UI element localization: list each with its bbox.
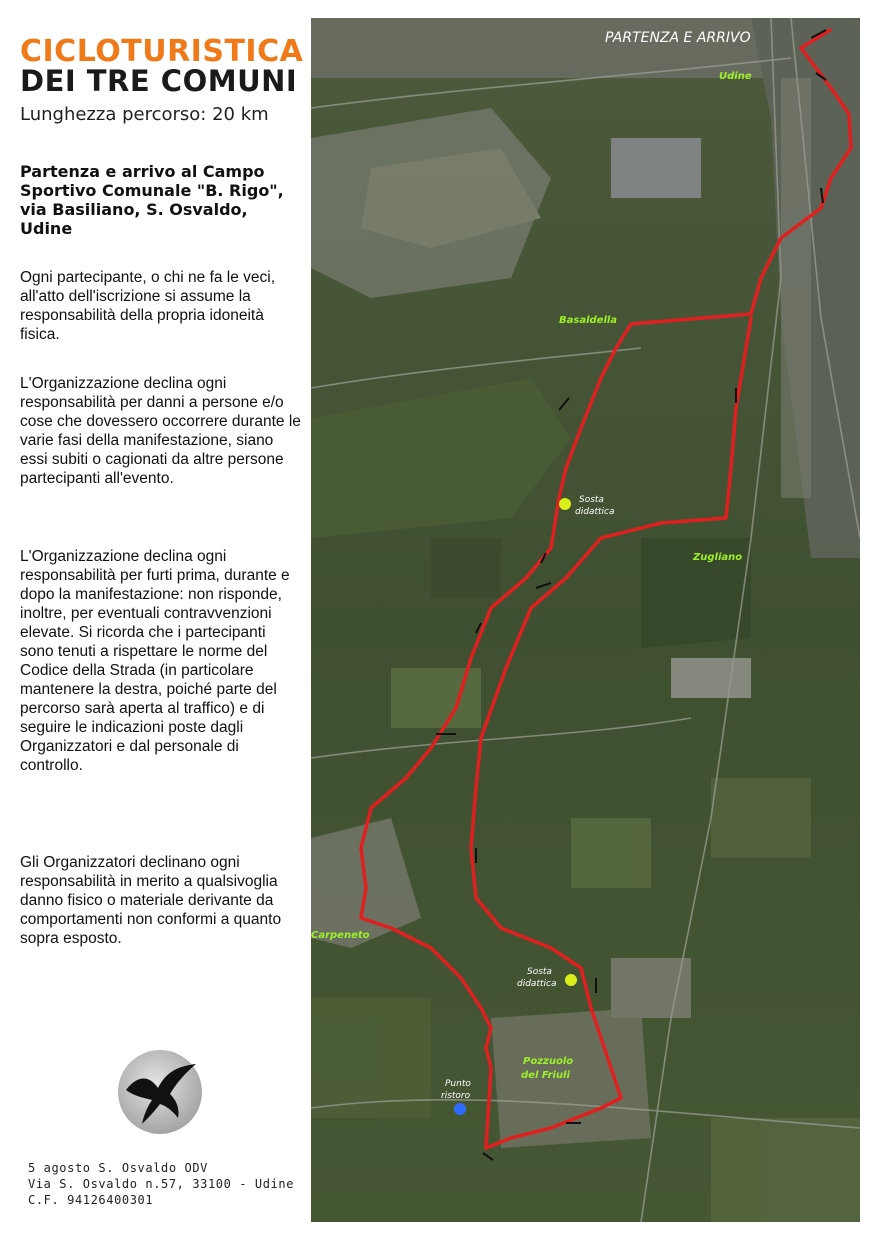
refreshment-label-line-2: ristoro [441,1091,471,1101]
start-info: Partenza e arrivo al Campo Sportivo Comunale "B. Rigo", via Basiliano, S. Osvaldo, Udine [20,162,284,238]
refreshment-marker-icon [454,1103,466,1115]
route-map [311,18,860,1222]
place-pozzuolo-friuli: del Friuli [521,1070,570,1081]
place-carpeneto: Carpeneto [311,930,370,941]
place-udine: Udine [719,71,752,82]
stop-1-label-line-2: didattica [575,507,615,517]
route-length: Lunghezza percorso: 20 km [20,104,269,125]
footer-address: Via S. Osvaldo n.57, 33100 - Udine [28,1177,295,1191]
stop-marker-icon [559,498,571,510]
title-line-1: CICLOTURISTICA [20,34,304,69]
paragraph-fitness: Ogni partecipante, o chi ne fa le veci, all'atto dell'iscrizione si assume la responsabilità della propria idoneità fisica. [20,269,276,343]
footer-tax-code: C.F. 94126400301 [28,1193,154,1207]
paragraph-damages: L'Organizzazione declina ogni responsabilità per danni a persone e/o cose che dovessero occorrere durante le varie fasi della manifestazione, siano essi subiti o cagionati da altre persone partecipanti all'evento. [20,375,301,487]
stop-1-label-line-1: Sosta [579,495,604,505]
stop-2-label-line-2: didattica [517,979,557,989]
place-zugliano: Zugliano [693,552,743,563]
satellite-map [311,18,860,1222]
paragraph-disclaimer: Gli Organizzatori declinano ogni responsabilità in merito a qualsivoglia danno fisico o materiale derivante da comportamenti non conformi a quanto sopra esposto. [20,854,282,947]
stop-2-label-line-1: Sosta [527,967,552,977]
footer [28,1160,294,1208]
paragraph-theft: L'Organizzazione declina ogni responsabilità per furti prima, durante e dopo la manifestazione: non risponde, inoltre, per eventuali contravvenzioni elevate. Si ricorda che i partecipanti sono tenuti a rispettare le norme del Codice della Strada (in particolare mantenere la destra, poiché parte del percorso sarà aperta al traffico) e di seguire le indicazioni poste dagli Organizzatori e dal personale di controllo. [20,548,290,774]
eagle-icon [118,1050,202,1134]
eagle-logo [118,1050,202,1134]
place-basaldella: Basaldella [559,315,618,326]
title-line-2: DEI TRE COMUNI [20,64,298,98]
place-pozzuolo: Pozzuolo [523,1056,574,1067]
refreshment-label-line-1: Punto [445,1079,471,1089]
footer-organizer: 5 agosto S. Osvaldo ODV [28,1161,208,1175]
info-panel [0,0,310,1240]
stop-marker-icon [565,974,577,986]
start-finish-label: PARTENZA E ARRIVO [605,30,751,46]
